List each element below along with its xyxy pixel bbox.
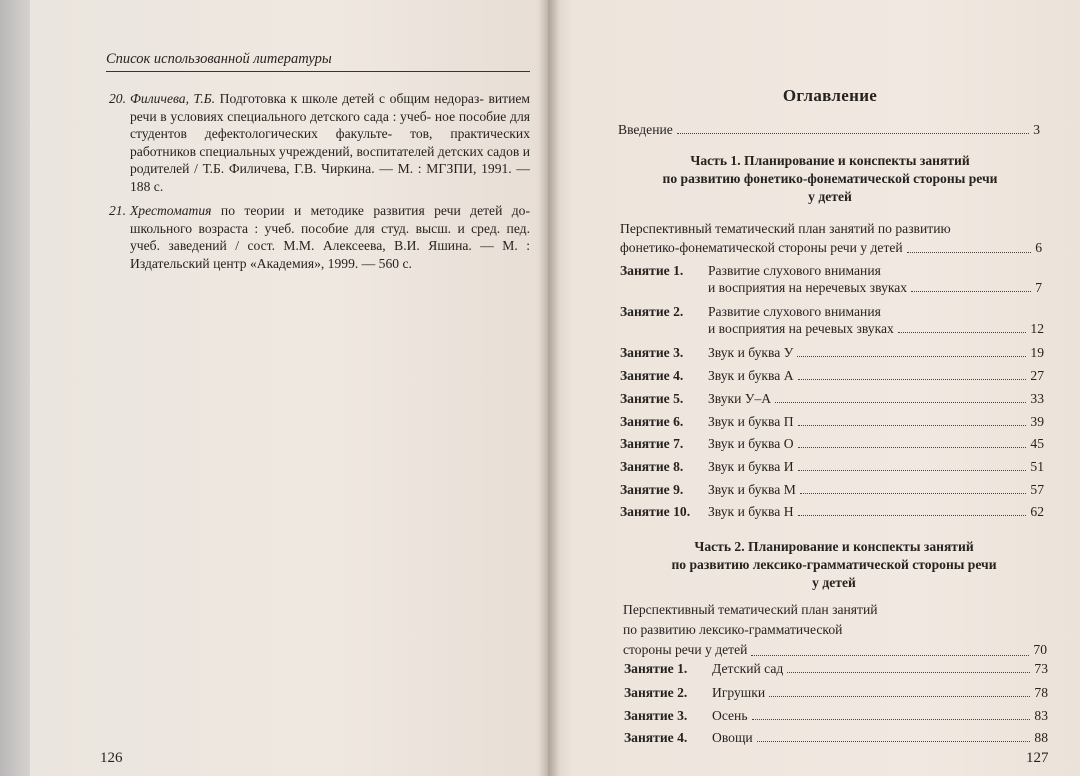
lesson-label: Занятие 10. xyxy=(620,504,691,519)
lesson-row xyxy=(708,344,1044,361)
lesson-row xyxy=(712,684,1048,701)
plan-last-row xyxy=(620,238,1042,257)
lesson-body xyxy=(712,684,1048,701)
lesson-label: Занятие 5. xyxy=(620,391,684,406)
toc-page-number: 70 xyxy=(1033,642,1047,657)
lesson-label: Занятие 2. xyxy=(620,304,684,319)
dot-leader xyxy=(677,133,1029,134)
lesson-title-line: Звук и буква А xyxy=(708,368,794,383)
plan-line: Перспективный тематический план занятий по развитию xyxy=(620,221,951,236)
plan-last-row xyxy=(623,640,1047,660)
toc-entry-intro[interactable] xyxy=(618,121,1040,138)
toc-page-number: 78 xyxy=(1034,685,1048,700)
lesson-body xyxy=(708,303,1044,337)
lesson-title-line: Развитие слухового внимания xyxy=(708,263,881,278)
book-gutter xyxy=(538,0,560,776)
lesson-body xyxy=(708,262,1042,296)
lesson-label: Занятие 2. xyxy=(624,685,688,700)
part2-heading xyxy=(624,538,1044,592)
lesson-title-line: и восприятия на неречевых звуках xyxy=(708,280,908,295)
toc-page-number: 3 xyxy=(1033,122,1040,137)
page-number-left: 126 xyxy=(100,750,123,766)
dot-leader xyxy=(798,425,1027,426)
lesson-body xyxy=(708,344,1044,361)
toc-page-number: 88 xyxy=(1034,730,1048,745)
lesson-title-line: Овощи xyxy=(712,730,753,745)
reference-line: витием речи в условиях специального детского сада : учеб- xyxy=(130,91,530,124)
toc-page-number: 39 xyxy=(1030,414,1044,429)
lesson-label: Занятие 6. xyxy=(620,414,684,429)
dot-leader xyxy=(757,741,1031,742)
toc-title: Оглавление xyxy=(782,86,878,105)
lesson-row xyxy=(708,481,1044,498)
toc-page-number: 12 xyxy=(1030,321,1044,336)
lesson-label: Занятие 3. xyxy=(620,345,684,360)
plan-line: Перспективный тематический план занятий xyxy=(623,602,878,617)
lesson-title-line: Звук и буква И xyxy=(708,459,794,474)
toc-page-number: 27 xyxy=(1030,368,1044,383)
reference-line: пед. учеб. заведений / сост. М.М. Алексеева, В.И. Яшина. — xyxy=(130,220,530,253)
dot-leader xyxy=(787,672,1030,673)
lesson-title-line: Звук и буква У xyxy=(708,345,794,360)
lesson-body xyxy=(708,435,1044,452)
lesson-title-line: Звук и буква М xyxy=(708,482,796,497)
dot-leader xyxy=(798,379,1027,380)
toc-page-number: 83 xyxy=(1034,708,1048,723)
lesson-body xyxy=(712,707,1048,724)
dot-leader xyxy=(752,719,1031,720)
lesson-body xyxy=(712,729,1048,746)
lesson-row xyxy=(712,729,1048,746)
toc-lesson[interactable] xyxy=(620,458,1044,475)
reference-item xyxy=(98,90,530,195)
dot-leader xyxy=(911,291,1031,292)
toc-page-number: 45 xyxy=(1030,436,1044,451)
dot-leader xyxy=(798,447,1027,448)
toc-lesson[interactable] xyxy=(620,303,1044,337)
reference-line: школьного возраста : учеб. пособие для студ. высш. и сред. xyxy=(130,220,507,236)
reference-text xyxy=(130,90,530,195)
lesson-row xyxy=(708,390,1044,407)
reference-line: воспитателей детских садов и родителей / Т.Б. Филичева, xyxy=(130,143,530,176)
toc-lesson[interactable] xyxy=(620,390,1044,407)
plan-line: по развитию лексико-грамматической xyxy=(623,622,843,637)
page-number-right: 127 xyxy=(1026,750,1049,766)
lesson-body xyxy=(708,413,1044,430)
toc-page-number: 33 xyxy=(1030,391,1044,406)
lesson-label: Занятие 9. xyxy=(620,482,684,497)
reference-author: Хрестоматия xyxy=(130,203,221,218)
page-edge xyxy=(0,0,30,776)
toc-page-number: 73 xyxy=(1034,661,1048,676)
toc-lesson[interactable] xyxy=(620,481,1044,498)
part-heading-line: по развитию лексико-грамматической стороны речи xyxy=(671,557,997,572)
lesson-title-line: Игрушки xyxy=(712,685,766,700)
toc-lesson[interactable] xyxy=(620,503,1044,520)
part-heading-line: у детей xyxy=(808,189,852,204)
dot-leader xyxy=(797,356,1026,357)
reference-author: Филичева, Т.Б. xyxy=(130,91,220,106)
dot-leader xyxy=(798,515,1027,516)
dot-leader xyxy=(798,470,1027,471)
toc-lesson[interactable] xyxy=(620,413,1044,430)
dot-leader xyxy=(775,402,1026,403)
lesson-body xyxy=(708,390,1044,407)
reference-item xyxy=(98,202,530,272)
reference-line: по теории и методике развития речи детей до- xyxy=(220,203,531,218)
lesson-body xyxy=(712,660,1048,677)
toc-lesson[interactable] xyxy=(620,367,1044,384)
reference-line: М. : Издательский центр «Академия», 1999. — 560 с. xyxy=(130,238,530,271)
part-heading-line: у детей xyxy=(812,575,856,590)
lesson-title-line: Детский сад xyxy=(712,661,784,676)
lesson-title-line: Осень xyxy=(712,708,748,723)
dot-leader xyxy=(800,493,1027,494)
toc-lesson[interactable] xyxy=(624,660,1048,677)
toc-lesson[interactable] xyxy=(620,435,1044,452)
lesson-label: Занятие 1. xyxy=(624,661,688,676)
lesson-row xyxy=(708,367,1044,384)
lesson-label: Занятие 4. xyxy=(624,730,688,745)
toc-lesson[interactable] xyxy=(624,707,1048,724)
lesson-row xyxy=(712,660,1048,677)
lesson-row xyxy=(712,707,1048,724)
part1-heading xyxy=(620,152,1040,206)
reference-list xyxy=(98,90,530,279)
lesson-title-line: Развитие слухового внимания xyxy=(708,304,881,319)
toc-lesson[interactable] xyxy=(624,729,1048,746)
part-heading-line: по развитию фонетико-фонематической стороны речи xyxy=(662,171,998,186)
lesson-title-line: Звук и буква О xyxy=(708,436,794,451)
reference-text xyxy=(130,202,530,272)
plan-line: стороны речи у детей xyxy=(623,642,748,657)
toc-lesson[interactable] xyxy=(624,684,1048,701)
dot-leader xyxy=(907,252,1032,253)
plan-line: фонетико-фонематической стороны речи у детей xyxy=(620,240,903,255)
part-heading-line: Часть 2. Планирование и конспекты занятий xyxy=(694,539,974,554)
reference-line: Г.В. Чиркина. — М. : МГЗПИ, 1991. — 188 с. xyxy=(130,161,530,194)
lesson-label: Занятие 7. xyxy=(620,436,684,451)
running-head: Список использованной литературы xyxy=(106,51,530,72)
reference-line: ное пособие для студентов дефектологических факульте- xyxy=(130,108,530,141)
lesson-body xyxy=(708,367,1044,384)
lesson-label: Занятие 1. xyxy=(620,263,684,278)
lesson-last-row xyxy=(708,320,1044,337)
toc-page-number: 19 xyxy=(1030,345,1044,360)
part-heading-line: Часть 1. Планирование и конспекты занятий xyxy=(690,153,970,168)
toc-entry-label: Введение xyxy=(618,122,673,137)
lesson-row xyxy=(708,503,1044,520)
toc-page-number: 57 xyxy=(1030,482,1044,497)
toc-page-number: 7 xyxy=(1035,280,1042,295)
toc-page-number: 62 xyxy=(1030,504,1044,519)
lesson-last-row xyxy=(708,279,1042,296)
lesson-label: Занятие 3. xyxy=(624,708,688,723)
reference-line: тов, практических работников специальных учреждений, xyxy=(130,126,530,159)
dot-leader xyxy=(898,332,1027,333)
lesson-title-line: Звук и буква П xyxy=(708,414,794,429)
lesson-body xyxy=(708,503,1044,520)
toc-page-number: 51 xyxy=(1030,459,1044,474)
reference-number: 20. xyxy=(109,91,126,106)
toc-lesson[interactable] xyxy=(620,344,1044,361)
reference-number: 21. xyxy=(109,203,126,218)
lesson-row xyxy=(708,413,1044,430)
lesson-label: Занятие 4. xyxy=(620,368,684,383)
lesson-row xyxy=(708,458,1044,475)
lesson-body xyxy=(708,481,1044,498)
lesson-row xyxy=(708,435,1044,452)
lesson-title-line: Звук и буква Н xyxy=(708,504,794,519)
lesson-title-line: и восприятия на речевых звуках xyxy=(708,321,894,336)
reference-line: Подготовка к школе детей с общим недораз- xyxy=(219,91,489,106)
dot-leader xyxy=(769,696,1030,697)
lesson-label: Занятие 8. xyxy=(620,459,684,474)
toc-lesson[interactable] xyxy=(620,262,1042,296)
dot-leader xyxy=(751,655,1029,656)
toc-entry-part2-plan[interactable] xyxy=(623,600,1047,660)
lesson-body xyxy=(708,458,1044,475)
toc-entry-part1-plan[interactable] xyxy=(620,219,1042,257)
toc-page-number: 6 xyxy=(1035,240,1042,255)
lesson-title-line: Звуки У–А xyxy=(708,391,772,406)
